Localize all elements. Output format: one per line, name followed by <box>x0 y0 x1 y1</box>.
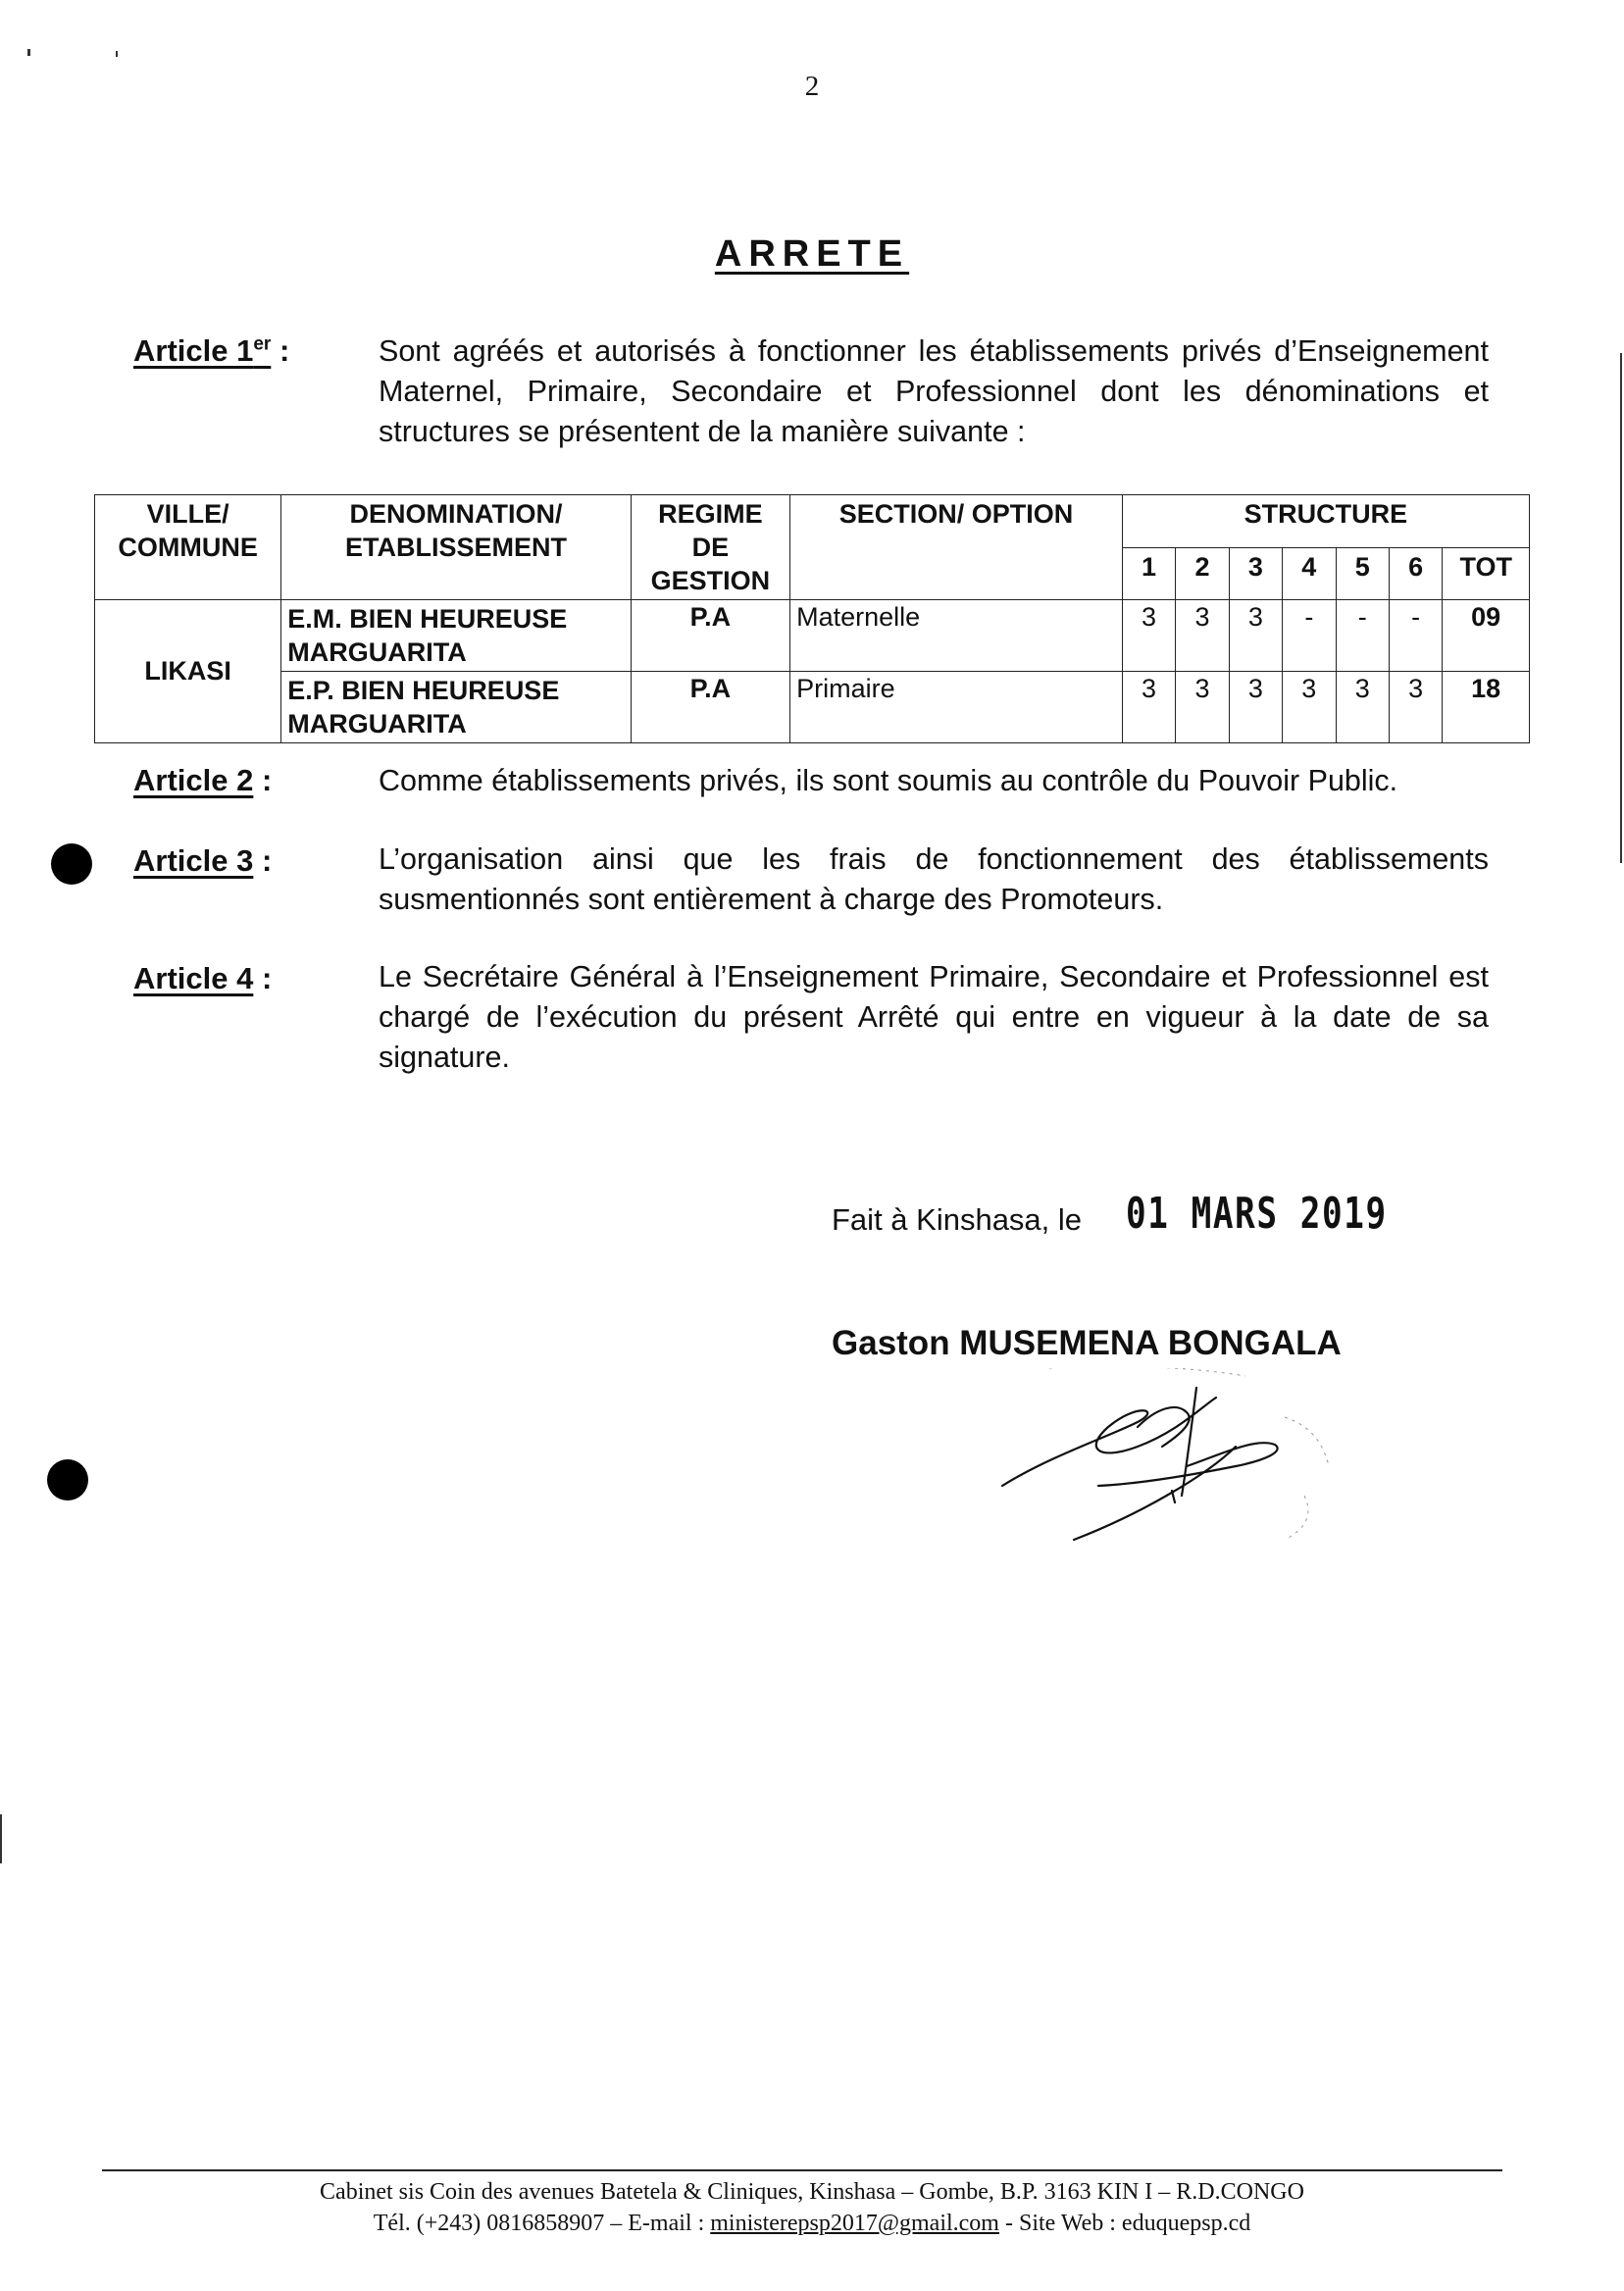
cell-level: - <box>1389 600 1442 672</box>
cell-level: 3 <box>1389 672 1442 743</box>
stamp-trace <box>1049 1368 1245 1376</box>
place-and-date-label: Fait à Kinshasa, le <box>832 1202 1083 1237</box>
scan-edge-left <box>0 1814 2 1863</box>
cell-level: 3 <box>1176 600 1229 672</box>
footer-website: - Site Web : eduquepsp.cd <box>1004 2211 1251 2236</box>
signature-stroke <box>1138 1407 1190 1447</box>
footer-contact <box>0 2211 1624 2237</box>
header-level-4: 4 <box>1283 547 1336 600</box>
cell-section: Primaire <box>790 672 1123 743</box>
stamp-trace <box>1285 1417 1329 1466</box>
cell-regime: P.A <box>631 600 789 672</box>
cell-level: 3 <box>1176 672 1229 743</box>
cell-denomination: E.M. BIEN HEUREUSE MARGUARITA <box>281 600 631 672</box>
article-1-text: Sont agréés et autorisés à fonctionner les établissements privés d’Enseignement Maternel, Primaire, Secondaire et Professionnel dont les dénominations et structures se présentent de la manière suivante : <box>379 334 1489 448</box>
cell-ville: LIKASI <box>95 600 281 743</box>
footer-email-link[interactable]: ministerepsp2017@gmail.com <box>710 2211 999 2236</box>
cell-total: 09 <box>1443 600 1530 672</box>
cell-level: 3 <box>1229 672 1282 743</box>
article-2-label: Article 2 : <box>133 763 273 797</box>
punch-hole-mark <box>51 843 92 885</box>
cell-total: 18 <box>1443 672 1530 743</box>
footer-phone: Tél. (+243) 0816858907 – E-mail : <box>373 2211 705 2236</box>
header-level-1: 1 <box>1122 547 1175 600</box>
header-level-3: 3 <box>1229 547 1282 600</box>
scan-mark <box>116 51 118 57</box>
cell-level: - <box>1283 600 1336 672</box>
signatory-name: Gaston MUSEMENA BONGALA <box>832 1324 1342 1362</box>
header-level-2: 2 <box>1176 547 1229 600</box>
cell-denomination: E.P. BIEN HEUREUSE MARGUARITA <box>281 672 631 743</box>
cell-level: - <box>1336 600 1389 672</box>
table-row <box>95 672 1530 743</box>
header-section: SECTION/ OPTION <box>790 495 1123 600</box>
article-3-text: L’organisation ainsi que les frais de fonctionnement des établissements susmentionnés sont entièrement à charge des Promoteurs. <box>379 842 1489 916</box>
stamp-trace <box>1285 1496 1308 1540</box>
table-header-row <box>95 495 1530 548</box>
footer-address: Cabinet sis Coin des avenues Batetela & Cliniques, Kinshasa – Gombe, B.P. 3163 KIN I – R.D.CONGO <box>320 2179 1304 2205</box>
cell-level: 3 <box>1122 600 1175 672</box>
cell-level: 3 <box>1122 672 1175 743</box>
article-3-label: Article 3 : <box>133 843 273 878</box>
page-number: 2 <box>804 71 820 102</box>
table-row <box>95 600 1530 672</box>
scan-edge-right <box>1620 353 1622 863</box>
article-4-label: Article 4 : <box>133 961 273 995</box>
header-ville: VILLE/ COMMUNE <box>95 495 281 600</box>
date-stamp: 01 MARS 2019 <box>1126 1189 1388 1239</box>
header-regime: REGIME DE GESTION <box>631 495 789 600</box>
signature-stroke <box>1172 1491 1175 1502</box>
article-4-text: Le Secrétaire Général à l’Enseignement Primaire, Secondaire et Professionnel est chargé de l’exécution du présent Arrêté qui entre en vigueur à la date de sa signature. <box>379 960 1489 1074</box>
header-structure: STRUCTURE <box>1122 495 1529 548</box>
cell-level: 3 <box>1336 672 1389 743</box>
footer-divider <box>102 2169 1502 2171</box>
document-title: ARRETE <box>714 233 910 275</box>
header-denomination: DENOMINATION/ ETABLISSEMENT <box>281 495 631 600</box>
article-2-text: Comme établissements privés, ils sont soumis au contrôle du Pouvoir Public. <box>379 764 1398 797</box>
header-level-5: 5 <box>1336 547 1389 600</box>
article-1-label: Article 1er : <box>133 333 290 368</box>
header-level-6: 6 <box>1389 547 1442 600</box>
cell-section: Maternelle <box>790 600 1123 672</box>
signature-stroke <box>1074 1447 1236 1540</box>
structure-table <box>94 494 1530 743</box>
cell-level: 3 <box>1229 600 1282 672</box>
punch-hole-mark <box>47 1459 88 1501</box>
cell-regime: P.A <box>631 672 789 743</box>
cell-level: 3 <box>1283 672 1336 743</box>
scan-mark <box>27 49 30 56</box>
handwritten-signature <box>990 1368 1344 1554</box>
header-total: TOT <box>1443 547 1530 600</box>
